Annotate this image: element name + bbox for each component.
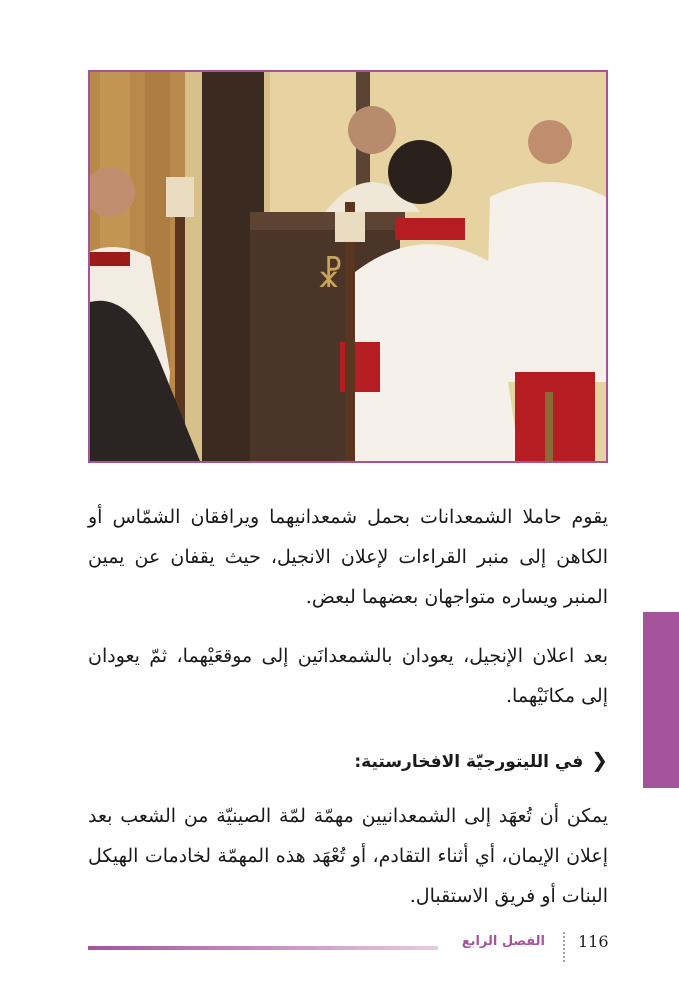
footer-separator [563, 932, 567, 962]
svg-text:☧: ☧ [316, 256, 344, 296]
chapter-side-tab [643, 612, 679, 788]
paragraph-eucharist: يمكن أن تُعهَد إلى الشمعدانيين مهمّة لمّة الصينيّة من الشعب بعد إعلان الإيمان، أي أثناء التقادم، أو تُعْهَد هذه المهمّة لخادمات الهيكل البنات أو فريق الاستقبال. [88, 805, 608, 907]
liturgy-photo [88, 70, 608, 463]
chapter-label: الفصل الرابع [461, 934, 545, 949]
page-number: 116 [578, 932, 609, 951]
chevron-left-icon: ❮ [591, 748, 608, 772]
paragraph-candle-bearers: يقوم حاملا الشمعدانات بحمل شمعدانيهما ويرافقان الشمّاس أو الكاهن إلى منبر القراءات لإعلان الانجيل، حيث يقفان عن يمين المنبر ويساره متواجهان بعضهما لبعض. [88, 506, 608, 608]
footer-rule [88, 946, 438, 950]
paragraph-after-gospel: بعد اعلان الإنجيل، يعودان بالشمعدانَين إلى موقعَيْهما، ثمّ يعودان إلى مكانَيْهما. [88, 645, 608, 707]
section-heading [300, 740, 608, 782]
section-heading-text: في الليتورجيّة الافخارستية: [354, 752, 584, 772]
